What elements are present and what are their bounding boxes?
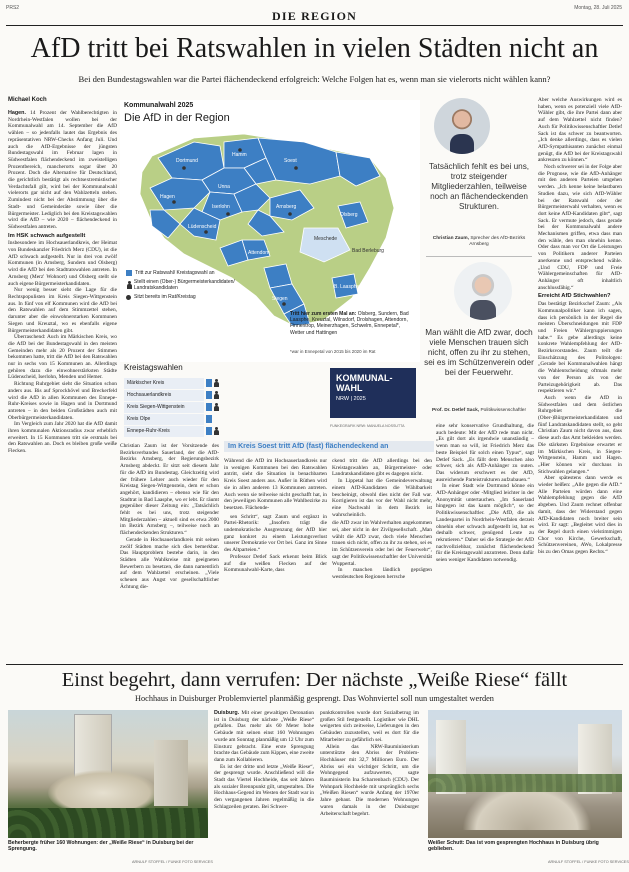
- kreis-row: Kreis Siegen-Wittgenstein: [124, 402, 399, 413]
- quote-zaum-source: Christian Zaum, Sprecher des AfD-Bezirks Arnsberg: [432, 236, 526, 247]
- article1-col5: eine sehr konservative Grundhaltung, die auch bedeute: Mit der AfD rede man nicht. „Es gilt dort als irgendwie unanständig – wenn man so will, ist Friedrich Merz das beste Beispiel für solch einen Typus“, sagt Detlef Sack. „Es fällt dem Menschen also schwer, sich als AfD-Anhänger zu outen. Das widerum erschwert es der AfD, ausreichende Parteistrukturen aufzubauen.“ In einer Stadt wie Dortmund könne ein AfD-Anhänger oder -Mitglied leichter in der Anonymität untertauchen. „Im Sauerland hingegen ist das kaum möglich“, so der Politikwissenschaftler. „Die AfD, die als Landespartei in Nordrhein-Westfalen derzeit ohnehin eher schwach aufgestellt ist, hat es deshalb schwer, genügend Leute zu rekrutieren.“ Daher sei die Strategie der AfD nachvollziehbar, zunächst flächendeckend für die Kreistagswahl anzutreten. Denn dafür seien weniger Kandidaten notwendig.: [436, 423, 534, 564]
- kreis-bar: [206, 391, 212, 399]
- map-legend: [126, 270, 236, 303]
- article1-subhead: Bei den Bundestagswahlen war die Partei flächendeckend erfolgreich: Welche Folgen hat es, wenn man sie vielerorts nicht wählen kann?: [78, 74, 551, 84]
- seat-marker: [238, 148, 242, 152]
- map-label-meschede: Meschede: [314, 236, 338, 242]
- legend-candidate: Stellt einen (Ober-) Bürgermeisterkandidaten/ Landratskandidaten: [126, 279, 236, 291]
- legend-ran: Tritt zur Ratswahl/ Kreistagswahl an: [126, 270, 236, 276]
- map-label-iserlohn: Iserlohn: [212, 204, 230, 210]
- dateline: Hagen.: [8, 110, 26, 116]
- kreis-bar: [206, 379, 212, 387]
- map-label-dortmund: Dortmund: [176, 158, 198, 164]
- caption-right: Weißer Schutt: Das ist vom gesprengten Hochhaus in Duisburg übrig geblieben.: [428, 840, 599, 853]
- header-rule: [6, 25, 623, 26]
- subheading: Erreicht AfD Stichwahlen?: [538, 293, 611, 300]
- map-label-bad-berleburg: Bad Berleburg: [352, 248, 384, 254]
- map-label-siegen: Siegen: [272, 296, 288, 302]
- kreis-row: Hochsauerlandkreis: [124, 390, 399, 401]
- portrait-shirt: [450, 134, 474, 154]
- caption-left: Beherbergte früher 160 Wohnungen: der „Weiße Riese“ in Duisburg bei der Sprengung.: [8, 840, 194, 853]
- legend-swatch-ran: [126, 270, 132, 276]
- tower-right: [154, 740, 188, 806]
- candidate-icon: [213, 403, 220, 412]
- candidate-icon: [213, 391, 220, 400]
- map-label-hamm: Hamm: [232, 152, 247, 158]
- map-label-hagen: Hagen: [160, 194, 175, 200]
- author: Michael Koch: [8, 97, 47, 103]
- infobox-title: Im Kreis Soest tritt AfD (fast) flächendeckend an: [224, 441, 434, 452]
- credit-right: ARNULF STOFFEL / FUNKE FOTO SERVICES: [548, 860, 629, 864]
- map-label-arnsberg: Arnsberg: [276, 204, 297, 210]
- section-title: DIE REGION: [271, 9, 357, 23]
- article-divider: [6, 664, 623, 665]
- credit-left: ARNULF STOFFEL / FUNKE FOTO SERVICES: [132, 860, 213, 864]
- article2-col2: punktkontrollen wurde dort Sozialbetrug im großen Stil festgestellt. Logistiker wie DHL weigerten sich zeitweise, Lieferungen in den Gebäuden zuzustellen, weil es dort für die Mitarbeiter zu gefährlich sei. Allein das NRW-Bauministerium unterstützte den Abriss der Problem-Hochhäuser mit 32,7 Millionen Euro. Der Abriss sei ein wichtiger Schritt, um die Wohngegend aufzuwerten, sagte Bauministerin Ina Scharrenbach (CDU). Der Wohnpark Hochheide mit ursprünglich sechs „Weißen Riesen“ wurde Anfang der 1970er Jahre gebaut. Die modernen Wohnungen waren damals in der Duisburger Arbeiterschaft begehrt.: [320, 710, 419, 817]
- seat-icon: [126, 295, 131, 300]
- map-label-bad-laasphe: B. Laasphe: [334, 284, 360, 290]
- graphic-credit: FUNKEGRAFIK NRW: MANUELA NOSSUTTA: [330, 424, 405, 428]
- candidate-icon: [213, 379, 220, 388]
- map-title: Die AfD in der Region: [124, 112, 230, 124]
- map-note: Tritt hier zum ersten Mal an: Olsberg, Sundern, Bad Laasphe, Kreuztal, Wilnsdorf, Drolshagen, Attendorn, Finnentrop, Meinerzhagen, Schwelm, Ennepetal*, Wetter und Hattingen: [290, 311, 409, 336]
- map-label-olsberg: Olsberg: [340, 212, 358, 218]
- article1-col2: Christian Zaum ist der Vorsitzende des Bezirksverbandes Sauerland, der die AfD-Bezirks Arnsberg, der Regierungsbezirk Arnsberg abdeckt. Er sitzt seit diesem Jahr für die AfD im Bundestag. Gleichzeitig wird der frühere Lehrer auch wieder für den Kreistag Siegen-Wittgenstein, dem er schon angehört, kandidieren – ebenso wie für den Stadtrat in Bad Laasphe, wo er lebt. Er räumt gegenüber dieser Zeitung ein: „Tatsächlich fehlt es bei uns, trotz steigender Mitgliederzahlen – aktuell sind es etwa 2000 im Bezirk Arnsberg –, teilweise noch an flächendeckenden Strukturen.“ Gerade in Hochsauerlandkreis mit seinen zwölf Städten mache sich dies bemerkbar. Das Hauptproblem bestehe darin, in den Städten alle Wahlkreise mit geeigneten Bewerbern zu besetzen, die dann namentlich auf dem Wahlzettel erscheinen. „Viele scheuen aus Angst vor gesellschaftlicher Ächtung die-: [120, 443, 219, 590]
- quote-zaum: Tatsächlich fehlt es bei uns, trotz steigender Mitgliederzahlen, teilweise noch an flächendeckenden Strukturen.: [428, 162, 530, 211]
- article1-col1: Hagen. 14 Prozent der Wahlberechtigten in Nordrhein-Westfalen wollen bei der Kommunalwahl am 14. September die AfD wählen – so jedenfalls lautet das Ergebnis des repräsentativen NRW-Checks Anfang Juli. Und auch die AfD-Ergebnisse der jüngsten Bundestagswahl im Februar lagen in Südwestfalen flächendeckend im zweistelligen Prozentbereich, mancherorts sogar über 20 Prozent. Doch die Alternative für Deutschland, die gerichtlich bestätigt als rechtsextremistischer Verdachtsfall gilt, wird bei der Kommunalwahl vielerorts gar nicht auf den Wahlzetteln stehen. Zumindest nicht bei der Abstimmung über die Stadt- und Gemeinderäte sowie über die Bürgermeister. Lediglich bei den Kreistagswahlen wird die AfD – wie 2020 – flächendeckend in Südwestfalen antreten. Im HSK schwach aufgestellt Insbesondere im Hochsauerlandkreis, der Heimat von Bundeskanzler Friedrich Merz (CDU), ist die AfD schwach aufgestellt. Nur in drei von zwölf Kommunen (in Arnsberg, Sundern und Olsberg) wird die AfD bei den Stadtratswahlen antreten. In Arnsberg (Merz' Wohnort) und Olsberg stellt sie auch eigene Bürgermeisterkandidaten. Nur wenig besser sieht die Lage für die Rechtspopulisten im Kreis Siegen-Wittgenstein aus. In fünf von elf Kommunen wird die AfD bei den Ratswahlen auf dem Stimmzettel stehen, darunter aber die einwohnerstarken Kommunen Siegen und Kreuztal, wo es ebenfalls eigene Bürgermeisterkandidaten gibt. Überraschend: Auch im Märkischen Kreis, wo die AfD bei der Bundestagswahl in den meisten Gemeinden mehr als 20 Prozent der Stimmen bekommen hatte, tritt die AfD bei den Ratswahlen nur in sechs von 15 Kommunen an. Allerdings gehören dazu die einwohnerstärksten Städte Lüdenscheid, Iserlohn, Menden und Hemer. Richtung Ruhrgebiet sieht die Situation schon anders aus. Bis auf Sprockhövel und Breckerfeld wird die AfD in allen Kommunen des Ennepe-Ruhr-Kreises sowie in Hagen und in Dortmund antreten – in den beiden Großstädten auch mit Oberbürgermeisterkandidaten. Im Vergleich zum Jahr 2020 hat die AfD damit ihren kommunalen Aktionsradius zwar erheblich erweitert. In 15 Kommunen tritt sie erstmals bei den Ratswahlen an. Doch es bleiben große weiße Flecken.: [8, 110, 117, 455]
- dateline: Duisburg.: [214, 710, 240, 716]
- kreis-bar: [206, 403, 212, 411]
- seat-marker: [226, 212, 230, 216]
- article2-headline: Einst begehrt, dann verrufen: Der nächste „Weiße Riese“ fällt: [61, 669, 568, 691]
- kommunalwahl-badge: KOMMUNAL- WAHL NRW | 2025: [330, 368, 416, 418]
- seat-marker: [294, 166, 298, 170]
- kreis-row: Märkischer Kreis: [124, 378, 399, 389]
- candidate-icon: [126, 281, 131, 290]
- seat-marker: [282, 302, 286, 306]
- seat-marker: [204, 230, 208, 234]
- kreis-table-title: Kreistagswahlen: [124, 363, 183, 372]
- article2-subhead: Hochhaus in Duisburger Problemviertel planmäßig gesprengt. Das Wohnviertel soll nun umgestaltet werden: [135, 694, 494, 703]
- seat-marker: [288, 212, 292, 216]
- tree-line: [8, 808, 208, 838]
- seat-marker: [182, 166, 186, 170]
- subheading: Im HSK schwach aufgestellt: [8, 232, 86, 239]
- seat-marker: [172, 200, 176, 204]
- article1-col4: ckend tritt die AfD allerdings bei den Kreistagswahlen an, Bürgermeister- oder Landratskandidaten gibt es dagegen nicht. In Lippetal hat die Gemeindeverwaltung einem AfD-Kandidaten die Wählbarkeit bescheinigt, obwohl dies nicht der Fall war. Korrigieren ist das vor der Wahl nicht mehr, eine Nachwahl in dem Bezirk ist wahrscheinlich. die AfD zwar im Wahlverhalten angekommen sei, aber nicht in der Zivilgesellschaft. „Man wählt die AfD zwar, doch viele Menschen trauen sich nicht, offen zu ihr zu stehen, sei es im Schützenverein oder bei der Feuerwehr“, sagt der Politikwissenschaftler der Universität Wuppertal. In manchen ländlich geprägten westdeutschen Regionen herrsche: [332, 458, 432, 580]
- map-footnote: *war in Ennepetal von 2015 bis 2020 im Rat: [290, 349, 376, 354]
- quote-sack-source: Prof. Dr. Detlef Sack, Politikwissenschaftler: [431, 408, 527, 413]
- article1-col3: Während die AfD im Hochsauerlandkreis nur in wenigen Kommunen bei den Ratswahlen antritt, sieht die Situation in benachbarten Kreis Soest anders aus. Außer in Rüthen wird sie in allen anderen 13 Kommunen antreten. Auch wenn sie teilweise nicht geschafft hat, in den jeweiligen Kommunen alle Wahlbezirke zu besetzen. Flächende- sen Schritt“, sagt Zaum und ergänzt in Partei-Rhetorik: „Insofern trägt die undemokratische Ausgrenzung der AfD hier ganz konkret zu einem Leistungsverlust unserer Demokratie vor Ort bei. Ganz im Sinne des Altparteien.“ Professor Detlef Sack erkennt beim Blick auf die weißen Flecken auf der Kommunalwahl-Karte, dass: [224, 458, 327, 574]
- map-label-unna: Unna: [218, 184, 230, 190]
- page-date: Montag, 28. Juli 2025: [574, 5, 622, 11]
- kreis-row: Ennepe-Ruhr-Kreis: [124, 426, 399, 437]
- map-label-luedenscheid: Lüdenscheid: [188, 224, 217, 230]
- page-number: PRS2: [6, 5, 20, 11]
- kreis-bar: [206, 427, 212, 435]
- photo-rubble: [428, 710, 622, 838]
- map-kicker: Kommunalwahl 2025: [124, 102, 194, 109]
- portrait-jacket: [470, 300, 496, 320]
- map-label-attendorn: Attendorn: [248, 250, 270, 256]
- kreis-row: Kreis Olpe: [124, 414, 399, 425]
- quote-divider: [426, 256, 532, 257]
- trees: [428, 774, 622, 792]
- article1-headline: AfD tritt bei Ratswahlen in vielen Städten nicht an: [30, 33, 599, 64]
- quote-sack: Man wählt die AfD zwar, doch viele Menschen trauen sich nicht, offen zu ihr zu stehen, sei es im Schützenverein oder bei der Feuerwehr.: [424, 328, 534, 377]
- portrait-sack: [454, 262, 512, 320]
- legend-seat: Sitzt bereits im Rat/Kreistag: [126, 294, 236, 300]
- article2-col1: Duisburg. Mit einer gewaltigen Detonation ist in Duisburg der nächste „Weiße Riese“ gefallen. Das mehr als 60 Meter hohe Gebäude mit seinen einst 160 Wohnungen wurde am Sonntag planmäßig um 12 Uhr zum Einsturz gebracht. Eine erste Sprengung brachte das Gebäude zum Kippen, eine zweite dann zum Kollabieren. Es ist der dritte und letzte „Weiße Riese“, der gesprengt wurde. Anschließend will die Stadt das Viertel Hochheide, das seit Jahren als sozialer Brennpunkt gilt, umgestalten. Die Hochhaus-Gegend im Westen der Stadt war in den vergangenen Jahren regelmäßig in die Schlagzeilen geraten. Bei Schwer-: [214, 710, 314, 810]
- candidate-icon: [213, 427, 220, 436]
- map-label-soest: Soest: [284, 158, 297, 164]
- portrait-zaum: [434, 98, 490, 154]
- kreis-bar: [206, 415, 212, 423]
- article1-col6: Aber welche Auswirkungen wird es haben, wenn es potenziell viele AfD-Wähler gibt, die ihre Partei dann aber auf dem Wahlzettel nicht finden? Auch für Politikwissenschaftler Detlef Sack ist das schwer zu beantworten. „Ich denke allerdings, dass es vielen AfD-Sympathisanten zunächst einmal genügt, die AfD bei der Kreistagswahl ankreuzen zu können.“ Noch schwerer sei in der Folge aber die Prognose, wie die AfD-Anhänger mit den anderen Parteien umgehen werden. „Ich kenne keine belastbaren Studien dazu, wie sich AfD-Wähler bei der Ratswahl oder der Bürgermeisterwahl verhalten, wenn es dort keine AfD-Kandidaten gibt“, sagt Sack. Er vermute jedoch, dass gerade bei der Kommunalwahl andere Mechanismen griffen, etwa dass man den wähle, den man ohnehin kenne. Oder dass man vor Ort die Leistungen von Politikern anderer Parteien anerkenne und entsprechend wähle. „Und CDU, FDP und Freie Wählergemeinschaften für AfD-Anhänger oft inhaltlich anschlussfähig.“ Erreicht AfD Stichwahlen? Das bestätigt Bezirkschef Zaum: „Als Kommunalpolitiker kann ich sagen, dass ich persönlich in der Regel die meisten Überschneidungen mit FDP und Freien Wählergruppierungen habe.“ Es gebe allerdings keine konkrete Wahlempfehlung der AfD-Bezirksvorstandes. Zaum teilt die Einschätzung des Politologen: „Gerade bei Kommunalwahlen hängt die Wahlentscheidung oftmals mehr von der Person als von der Parteizugehörigkeit ab. Das respektieren wir.“ Auch wenn die AfD in Südwestfalen und dem östlichen Ruhrgebiet die (Ober-)Bürgermeisterkandidaten und fünf Landratskandidaten stellt, so geht Christian Zaum nicht davon aus, dass diese auch das Amt bekleiden werden. Die stärksten Ergebnisse erwartet er im Märkischen Kreis, in Siegen-Wittgenstein, Hamm und Hagen. „Hier können wir durchaus in Stichwahlen gelangen.“ Aber spätestens dann werde es wieder heißen: „Alle gegen die AfD.“ Alle Parteien würden dann eine Wahlempfehlung gegen die AfD abgeben. Und Zaum rechnet offenbar damit, dass der Widerstand gegen AfD-Kandidaten noch breiter sein wird. Er sagt: „Begleitet wird dies in der Regel durch einen vielstimmigen Chor von Kirche, Gewerkschaft, Schützenvereinen, AWo, Lokalpresse bis zu den Omas gegen Rechts.“: [538, 97, 622, 556]
- photo-demolition: [8, 710, 208, 838]
